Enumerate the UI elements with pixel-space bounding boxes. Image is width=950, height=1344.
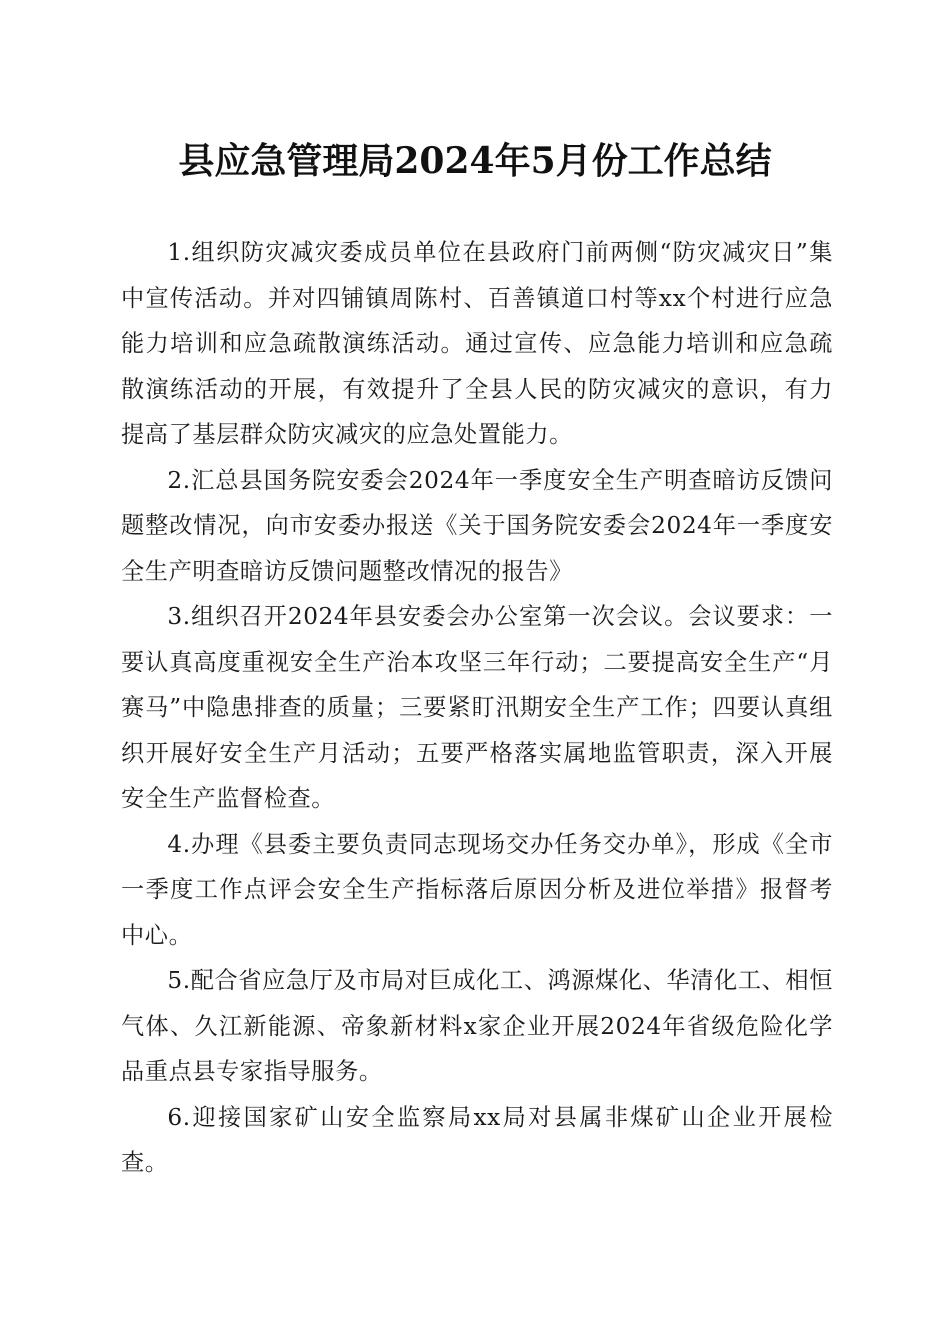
paragraph-4: 4.办理《县委主要负责同志现场交办任务交办单》，形成《全市一季度工作点评会安全生产指标落后原因分析及进位举措》报督考中心。 [121,830,833,949]
paragraph-6: 6.迎接国家矿山安全监察局xx局对县属非煤矿山企业开展检查。 [121,1103,833,1176]
paragraph-1: 1.组织防灾减灾委成员单位在县政府门前两侧“防灾减灾日”集中宣传活动。并对四铺镇周陈村、百善镇道口村等xx个村进行应急能力培训和应急疏散演练活动。通过宣传、应急能力培训和应急疏散演练活动的开展，有效提升了全县人民的防灾减灾的意识，有力提高了基层群众防灾减灾的应急处置能力。 [121,239,833,448]
paragraph-3: 3.组织召开2024年县安委会办公室第一次会议。会议要求：一要认真高度重视安全生产治本攻坚三年行动；二要提高安全生产“月赛马”中隐患排查的质量；三要紧盯汛期安全生产工作；四要认真组织开展好安全生产月活动；五要严格落实属地监管职责，深入开展安全生产监督检查。 [121,603,833,812]
paragraph-2: 2.汇总县国务院安委会2024年一季度安全生产明查暗访反馈问题整改情况，向市安委办报送《关于国务院安委会2024年一季度安全生产明查暗访反馈问题整改情况的报告》 [121,466,833,585]
document-body [121,230,833,1186]
document-title: 县应急管理局2024年5月份工作总结 [178,140,772,182]
paragraph-5: 5.配合省应急厅及市局对巨成化工、鸿源煤化、华清化工、相恒气体、久江新能源、帝象新材料x家企业开展2024年省级危险化学品重点县专家指导服务。 [121,967,833,1085]
